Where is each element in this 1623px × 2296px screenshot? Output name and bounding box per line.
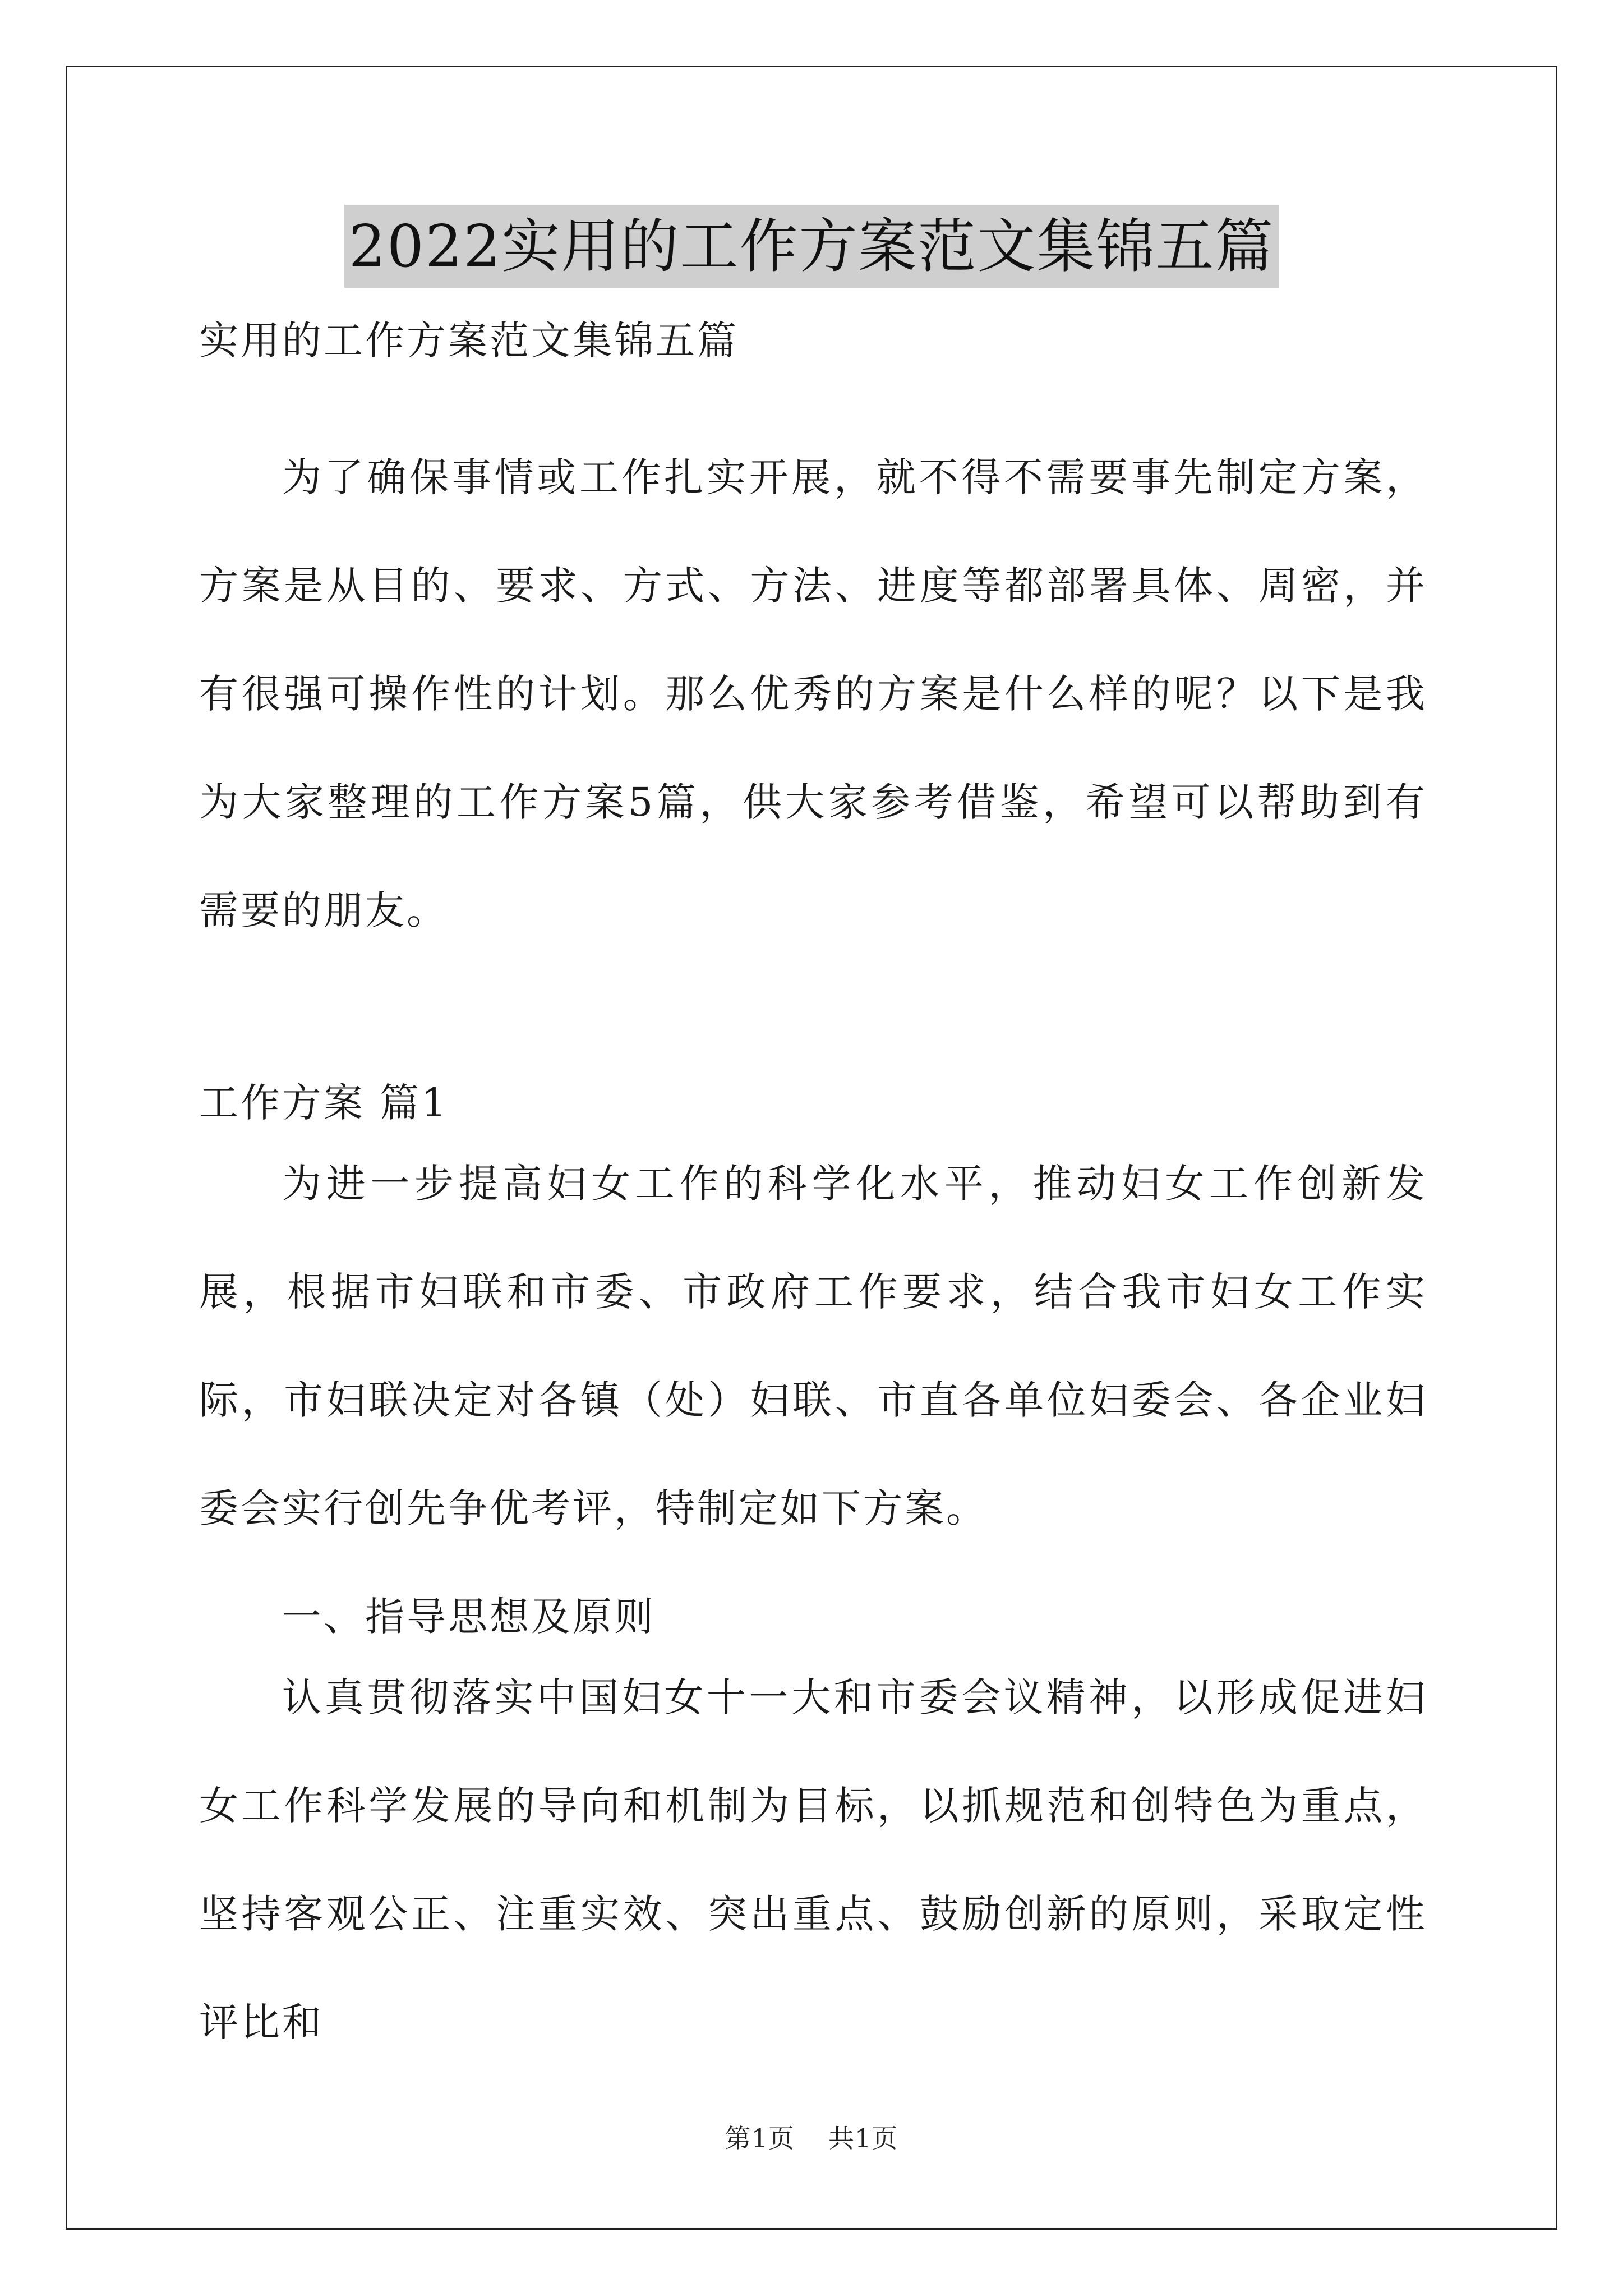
document-title: 2022实用的工作方案范文集锦五篇	[344, 205, 1279, 288]
document-body	[199, 314, 1427, 2077]
document-subtitle: 实用的工作方案范文集锦五篇	[199, 318, 739, 364]
title-container	[0, 205, 1623, 288]
intro-paragraph: 为了确保事情或工作扎实开展，就不得不需要事先制定方案，方案是从目的、要求、方式、方法、进度等都部署具体、周密，并有很强可操作性的计划。那么优秀的方案是什么样的呢？以下是我为大家整理的工作方案5篇，供大家参考借鉴，希望可以帮助到有需要的朋友。	[199, 454, 1427, 933]
page-footer	[0, 2122, 1623, 2155]
page-total: 共1页	[828, 2123, 898, 2154]
spacer	[199, 367, 1427, 424]
section-heading: 工作方案 篇1	[199, 1080, 449, 1126]
page-number: 第1页	[725, 2123, 795, 2154]
section-paragraph-2: 认真贯彻落实中国妇女十一大和市委会议精神，以形成促进妇女工作科学发展的导向和机制为目标，以抓规范和创特色为重点，坚持客观公正、注重实效、突出重点、鼓励创新的原则，采取定性评比和	[199, 1674, 1427, 2045]
section-paragraph-1: 为进一步提高妇女工作的科学化水平，推动妇女工作创新发展，根据市妇联和市委、市政府工作要求，结合我市妇女工作实际，市妇联决定对各镇（处）妇联、市直各单位妇委会、各企业妇委会实行创先争优考评，特制定如下方案。	[199, 1161, 1427, 1531]
subheading-guiding-ideology: 一、指导思想及原则	[282, 1594, 656, 1640]
